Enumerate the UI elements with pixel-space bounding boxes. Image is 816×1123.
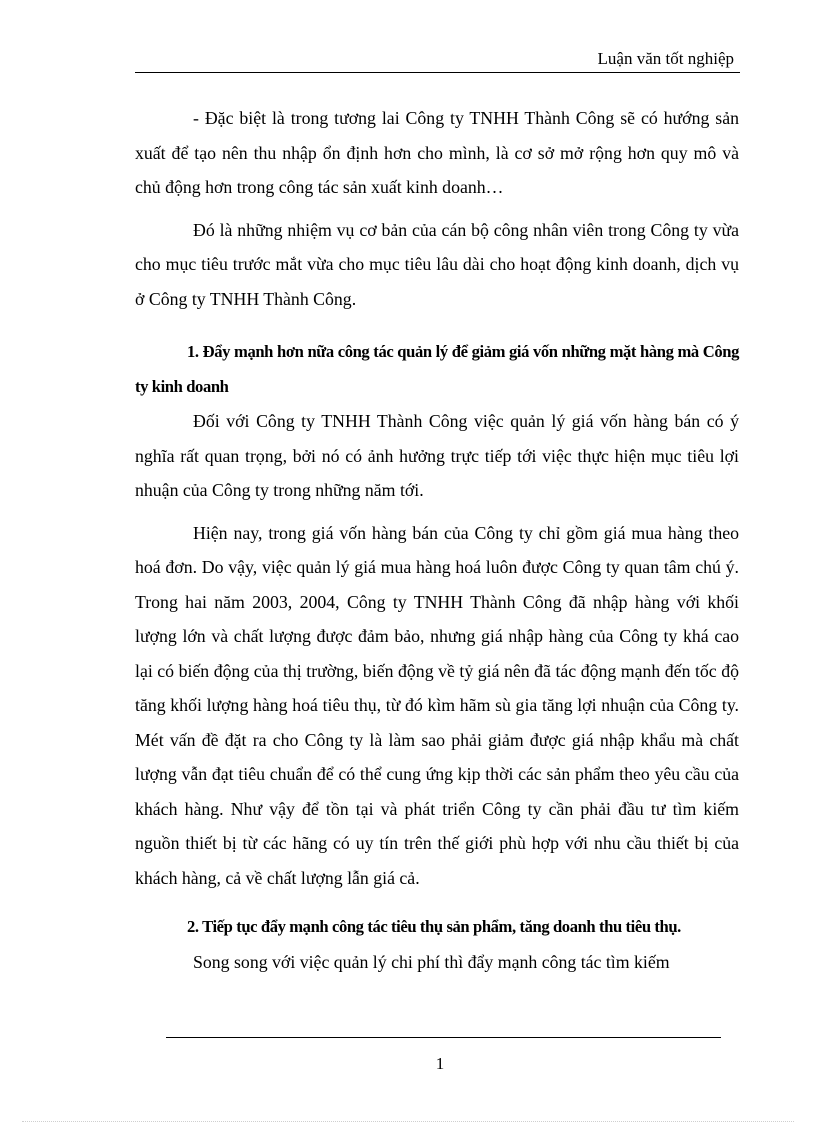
paragraph-2: Đó là những nhiệm vụ cơ bản của cán bộ công nhân viên trong Công ty vừa cho mục tiêu trước mắt vừa cho mục tiêu lâu dài cho hoạt động kinh doanh, dịch vụ ở Công ty TNHH Thành Công. (135, 219, 739, 309)
paragraph-4: Hiện nay, trong giá vốn hàng bán của Công ty chỉ gồm giá mua hàng theo hoá đơn. Do vậy, việc quản lý giá mua hàng hoá luôn được Công ty quan tâm chú ý. Trong hai năm 2003, 2004, Công ty TNHH Thành Công đã nhập hàng với khối lượng lớn và chất lượng được đảm bảo, nhưng giá nhập hàng của Công ty khá cao lại có biến động của thị trường, biến động về tỷ giá nên đã tác động mạnh đến tốc độ tăng khối lượng hàng hoá tiêu thụ, từ đó kìm hãm sù gia tăng lợi nhuận của Công ty. Mét vấn đề đặt ra cho Công ty là làm sao phải giảm được giá nhập khẩu mà chất lượng vẫn đạt tiêu chuẩn để có thể cung ứng kịp thời các sản phẩm theo yêu cầu của khách hàng. Như vậy để tồn tại và phát triển Công ty cần phải đầu tư tìm kiếm nguồn thiết bị từ các hãng có uy tín trên thế giới phù hợp với nhu cầu thiết bị của khách hàng, cả về chất lượng lẫn giá cả. (135, 522, 739, 888)
footer-divider (166, 1037, 721, 1038)
paragraph-1: - Đặc biệt là trong tương lai Công ty TNHH Thành Công sẽ có hướng sản xuất để tạo nên thu nhập ổn định hơn cho mình, là cơ sở mở rộng hơn quy mô và chủ động hơn trong công tác sản xuất kinh doanh… (135, 108, 739, 197)
page-header (135, 46, 740, 73)
page-edge-divider (22, 1121, 794, 1122)
header-title: Luận văn tốt nghiệp (597, 49, 734, 68)
paragraph-5: Song song với việc quản lý chi phí thì đẩy mạnh công tác tìm kiếm (193, 951, 670, 972)
section-heading-2: 2. Tiếp tục đẩy mạnh công tác tiêu thụ sản phẩm, tăng doanh thu tiêu thụ. (187, 917, 681, 936)
page-number: 1 (435, 1054, 445, 1073)
paragraph-3: Đối với Công ty TNHH Thành Công việc quản lý giá vốn hàng bán có ý nghĩa rất quan trọng, bởi nó có ảnh hưởng trực tiếp tới việc thực hiện mục tiêu lợi nhuận của Công ty trong những năm tới. (135, 411, 739, 500)
document-body (135, 101, 739, 979)
section-heading-1: 1. Đẩy mạnh hơn nữa công tác quản lý để giảm giá vốn những mặt hàng mà Công ty kinh doanh (135, 342, 739, 396)
